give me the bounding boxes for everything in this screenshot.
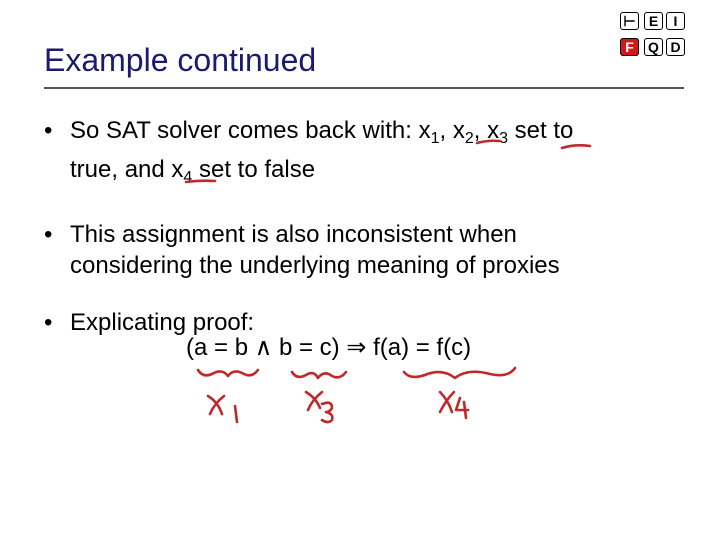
handwritten-x [440, 392, 454, 412]
brace-b-eq-c [292, 372, 346, 378]
bullet-text-line2a: true, and x [70, 156, 184, 183]
bullet-text-intro: So SAT solver comes back with: x [70, 117, 431, 144]
turnstile-logo-box: ⊢ [620, 12, 639, 30]
bullet-text-line1: This assignment is also inconsistent when [70, 221, 517, 248]
bullet-dot: • [44, 221, 53, 248]
handwritten-4 [456, 398, 468, 418]
bullet-text-tail: set to [507, 117, 574, 144]
bullet-item-sat-result [44, 115, 694, 193]
brace-a-eq-b [198, 370, 258, 376]
subscript-3: 3 [499, 130, 508, 147]
handwritten-x [306, 392, 322, 410]
bullet-item-inconsistent [44, 219, 694, 281]
subscript-1: 1 [430, 130, 440, 147]
bullet-text-comma-1: , x [439, 117, 465, 144]
title-divider [44, 87, 684, 89]
d-logo-box: D [666, 38, 685, 56]
logo [618, 12, 686, 62]
subscript-2: 2 [464, 130, 474, 147]
e-logo-box: E [644, 12, 663, 30]
f-logo-box: F [620, 38, 639, 56]
bullet-text-line2b: set to false [192, 156, 316, 183]
q-logo-box: Q [644, 38, 663, 56]
handwritten-3 [322, 403, 332, 422]
handwritten-1 [235, 406, 237, 422]
i-logo-box: I [666, 12, 685, 30]
slide-title: Example continued [44, 42, 317, 78]
proof-formula: (a = b ∧ b = c) ⇒ f(a) = f(c) [186, 334, 472, 361]
bullet-text-line2: considering the underlying meaning of proxies [70, 252, 560, 279]
bullet-dot: • [44, 309, 53, 336]
bullet-text-line1: Explicating proof: [70, 309, 255, 336]
bullet-list [44, 115, 694, 364]
brace-fa-eq-fc [404, 368, 515, 378]
bullet-text-comma-2: , x [473, 117, 500, 144]
handwritten-x [208, 396, 224, 414]
bullet-dot: • [44, 117, 53, 144]
subscript-4: 4 [183, 169, 193, 186]
